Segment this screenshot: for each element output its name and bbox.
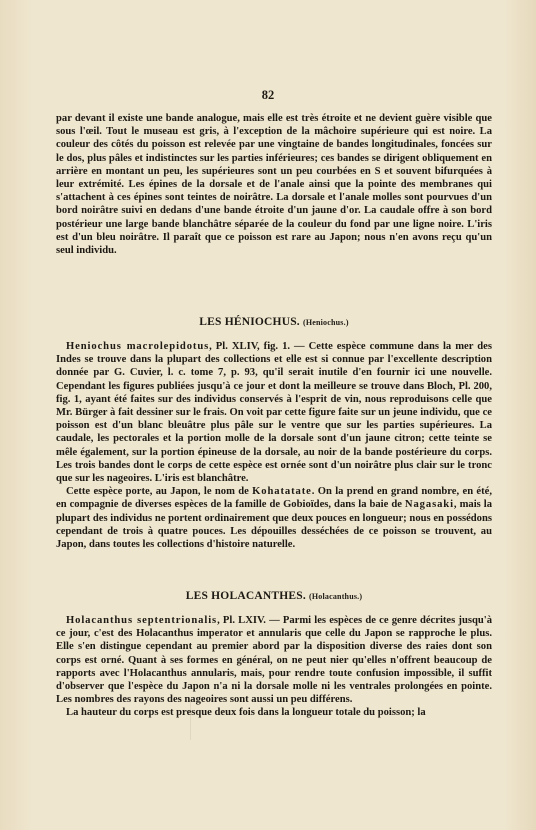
species-name: Holacanthus septentrionalis (66, 615, 218, 626)
section-heading-heniochus (56, 316, 492, 328)
japanese-name: Kohatatate (252, 486, 312, 498)
paragraph-4-text: , Pl. LXIV. — Parmi les espèces de ce genre décrites jusqu'à ce jour, c'est des Holacanthus imperator et annularis que celle du Japon se rapproche le plus. Elle s'en distingue cependant au premier abord par la disposition diverse des raies dont son corps est orné. Quant à ses formes en général, on ne peut nier qu'elles n'offrent beaucoup de rapports avec l'Holacanthus annularis, mais, pour rendre toute confusion impossible, il suffit d'observer que l'espèce du Japon n'a ni la dorsale molle ni les ventrales prolongées en pointe. Les nombres des rayons des nageoires sont aussi un peu différens. (56, 615, 493, 706)
holacanthes-section (56, 614, 492, 720)
heading-main: LES HÉNIOCHUS. (199, 316, 300, 328)
place-name: Nagasaki (404, 499, 454, 511)
page-number: 82 (261, 88, 275, 102)
paragraph-2 (56, 340, 492, 485)
paragraph-3-middle: . On la prend en grand nombre, en été, en compagnie de diverses espèces de la famille de Gobioïdes, dans la baie de (56, 486, 492, 511)
heniochus-section (56, 340, 492, 551)
paragraph-4 (56, 614, 492, 706)
species-name: Heniochus macrolepidotus (66, 341, 210, 352)
paragraph-continuation (56, 112, 492, 257)
paragraph-2-text: , Pl. XLIV, fig. 1. — Cette espèce commune dans la mer des Indes se trouve dans la plupart des collections et elle est si connue par l'excellente description donnée par G. Cuvier, l. c. tome 7, p. 93, qu'il serait inutile d'en fournir ici une nouvelle. Cependant les figures publiées jusqu'à ce jour et dont la meilleure se trouve dans Bloch, Pl. 200, fig. 1, ayant été faites sur des individus conservés à l'esprit de vin, nous reproduisons celle que Mr. Bürger à fait dessiner sur le frais. On voit par cette figure faite sur un jeune individu, que ce poisson est d'un blanc bleuâtre plus pâle sur le ventre que sur les parties supérieures. La caudale, les pectorales et la portion molle de la dorsale sont d'un jaune citron; cette teinte se mêle également, sur la portion épineuse de la dorsale, au noir de la bande postérieure du corps. Les trois bandes dont le corps de cette espèce est ornée sont d'un noirâtre plus clair sur le tronc que sur les nageoires. L'iris est blanchâtre. (56, 341, 492, 485)
heading-genus: (Holacanthus.) (308, 592, 363, 601)
paragraph-5: La hauteur du corps est presque deux fois dans la longueur totale du poisson; la (66, 707, 426, 719)
paragraph-3-end: , mais la plupart des individus ne portent ordinairement que deux pouces en longueur; nous en possédons cependant de trois à quatre pouces. Les dépouilles desséchées de ce poisson se trouvent, au Japon, dans toutes les collections d'histoire naturelle. (56, 499, 492, 551)
section-heading-holacanthes (56, 590, 492, 602)
paragraph-3-start: Cette espèce porte, au Japon, le nom de (66, 486, 253, 498)
heading-main: LES HOLACANTHES. (185, 590, 306, 602)
heading-genus: (Heniochus.) (302, 318, 349, 327)
paragraph-3 (56, 485, 492, 551)
paragraph-1: par devant il existe une bande analogue, mais elle est très étroite et ne devient guère visible que sous l'œil. Tout le museau est gris, à l'exception de la mâchoire supérieure qui est noire. La couleur des côtés du poisson est relevée par une vingtaine de bandes longitudinales, foncées sur le dos, plus pâles et indistinctes sur les parties inférieures; ces bandes se dirigent obliquement en arrière en montant un peu, les supérieures sont un peu courbées en S et souvent bifurquées à leur extrémité. Les épines de la dorsale et de l'anale ainsi que la pointe des membranes qui s'attachent à ces épines sont teintes de noirâtre. La dorsale et l'anale molles sont pourvues d'un bord noirâtre suivi en dedans d'une bande étroite d'un jaune d'or. La caudale offre à son bord postérieur une large bande blanchâtre séparée de la couleur du fond par une ligne noire. L'iris est d'un bleu noirâtre. Il paraît que ce poisson est rare au Japon; nous n'en avons reçu qu'un seul individu. (56, 113, 492, 257)
paper-crease (190, 700, 191, 740)
